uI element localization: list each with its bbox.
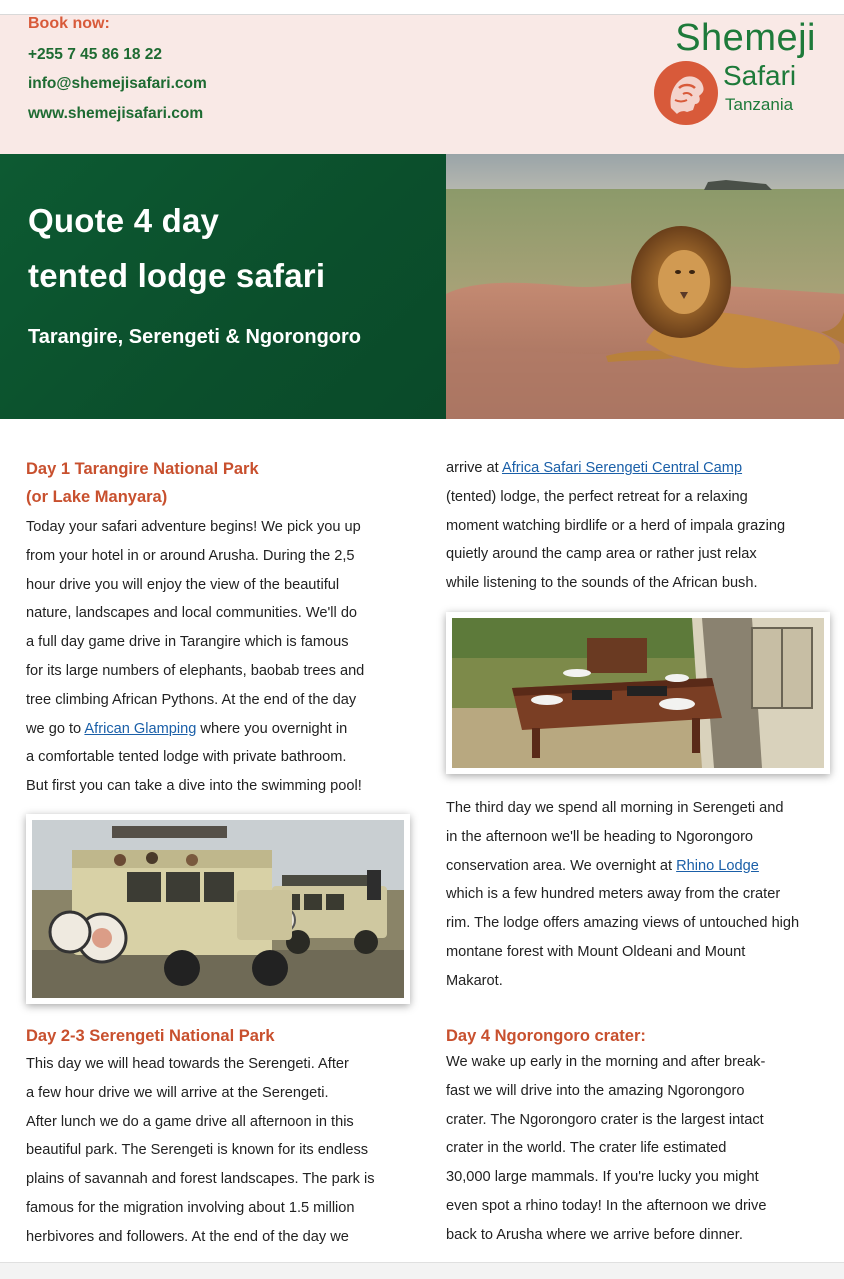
safari-vehicles-photo-frame: [26, 814, 410, 1004]
hero-banner: [0, 154, 446, 419]
logo-name: Shemeji: [675, 17, 816, 59]
day4-line: back to Arusha where we arrive before dinner.: [446, 1226, 743, 1243]
day23-line: herbivores and followers. At the end of the day we: [26, 1228, 349, 1245]
serengeti-camp-text: [446, 454, 836, 598]
third-day-line: The third day we spend all morning in Serengeti and: [446, 800, 784, 816]
day1-line: tree climbing African Pythons. At the end of the day: [26, 691, 357, 708]
third-day-line: montane forest with Mount Oldeani and Mount: [446, 943, 746, 960]
camp-line: (tented) lodge, the perfect retreat for a relaxing: [446, 488, 748, 505]
day4-line: crater in the world. The crater life estimated: [446, 1140, 727, 1157]
lion-photo: [446, 154, 844, 419]
day23-line: famous for the migration involving about 1.5 million: [26, 1199, 355, 1216]
day1-body: [26, 513, 426, 801]
third-day-line: which is a few hundred meters away from the crater: [446, 886, 781, 903]
serengeti-central-camp-link[interactable]: Africa Safari Serengeti Central Camp: [501, 460, 743, 476]
book-now-label: Book now:: [28, 15, 110, 32]
header: [0, 15, 844, 154]
day1-heading-line2: (or Lake Manyara): [26, 488, 168, 506]
website-link[interactable]: www.shemejisafari.com: [28, 105, 204, 122]
camp-line1-pre: arrive at: [446, 460, 502, 476]
day1-line: hour drive you will enjoy the view of the beautiful: [26, 576, 340, 593]
day23-line: After lunch we do a game drive all afternoon in this: [26, 1113, 354, 1130]
hero-title-line2: tented lodge safari: [28, 257, 326, 294]
day1-heading-line1: Day 1 Tarangire National Park: [26, 460, 259, 478]
day1-line: nature, landscapes and local communities. We'll do: [26, 605, 358, 622]
hero-title-line1: Quote 4 day: [28, 202, 220, 239]
day1-line8-pre: we go to: [26, 720, 85, 737]
safari-vehicles-photo: [32, 820, 404, 998]
day4-heading: Day 4 Ngorongoro crater:: [446, 1027, 646, 1045]
email-link[interactable]: info@shemejisafari.com: [28, 75, 207, 92]
third-day-text: [446, 794, 836, 996]
camp-dining-photo: [452, 618, 824, 768]
phone-number[interactable]: +255 7 45 86 18 22: [28, 46, 163, 63]
day4-body: [446, 1048, 836, 1250]
day23-heading: Day 2-3 Serengeti National Park: [26, 1027, 275, 1045]
day1-line: a full day game drive in Tarangire which is famous: [26, 634, 349, 651]
day23-body: [26, 1050, 426, 1252]
day1-line: But first you can take a dive into the swimming pool!: [26, 778, 362, 795]
hero-subtitle: Tarangire, Serengeti & Ngorongoro: [28, 326, 361, 348]
camp-line: quietly around the camp area or rather just relax: [446, 546, 757, 563]
logo-tanzania: Tanzania: [725, 95, 794, 114]
logo-badge-icon: [653, 60, 719, 126]
overnight-pre: conservation area. We overnight at: [446, 857, 677, 874]
day4-line: fast we will drive into the amazing Ngorongoro: [446, 1082, 745, 1099]
logo-safari: Safari: [723, 60, 797, 91]
day1-line: [26, 715, 426, 744]
third-day-line: [446, 852, 836, 881]
camp-line: moment watching birdlife or a herd of impala grazing: [446, 517, 786, 534]
day4-line: 30,000 large mammals. If you're lucky you might: [446, 1169, 759, 1186]
day4-line: even spot a rhino today! In the afternoon we drive: [446, 1197, 767, 1214]
day23-line: beautiful park. The Serengeti is known for its endless: [26, 1142, 369, 1159]
rhino-lodge-link[interactable]: Rhino Lodge: [676, 857, 759, 874]
day23-line: plains of savannah and forest landscapes. The park is: [26, 1171, 375, 1188]
day23-line: a few hour drive we will arrive at the Serengeti.: [26, 1084, 329, 1101]
camp-line: while listening to the sounds of the African bush.: [446, 575, 758, 592]
day1-line: Today your safari adventure begins! We pick you up: [26, 519, 361, 535]
day1-line8-post: where you overnight in: [196, 720, 348, 737]
third-day-line: Makarot.: [446, 972, 503, 989]
camp-dining-photo-frame: [446, 612, 830, 774]
bottom-divider: [0, 1262, 844, 1279]
third-day-line: in the afternoon we'll be heading to Ngorongoro: [446, 828, 754, 845]
third-day-line: rim. The lodge offers amazing views of untouched high: [446, 915, 800, 932]
day4-line: crater. The Ngorongoro crater is the largest intact: [446, 1111, 764, 1128]
day1-line: a comfortable tented lodge with private bathroom.: [26, 749, 347, 766]
african-glamping-link[interactable]: African Glamping: [84, 720, 197, 737]
day4-line: We wake up early in the morning and after break-: [446, 1054, 766, 1070]
day1-line: from your hotel in or around Arusha. During the 2,5: [26, 547, 355, 564]
camp-line: [446, 454, 836, 483]
day1-line: for its large numbers of elephants, baobab trees and: [26, 662, 365, 679]
day23-line: This day we will head towards the Serengeti. After: [26, 1056, 349, 1072]
